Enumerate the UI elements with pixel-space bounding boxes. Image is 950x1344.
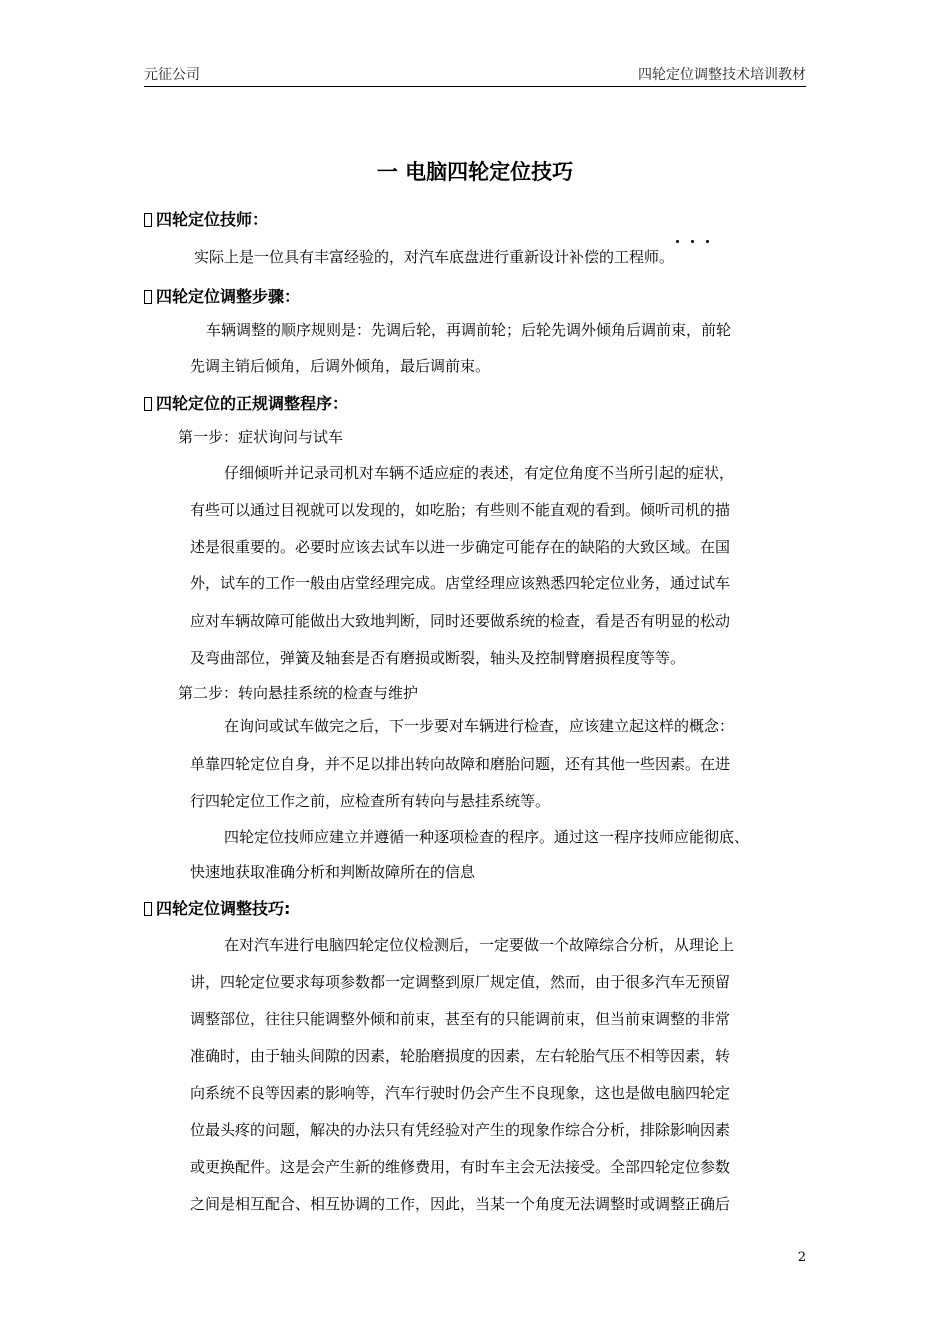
- paragraph-line: 在询问或试车做完之后，下一步要对车辆进行检查，应该建立起这样的概念：: [224, 717, 735, 735]
- paragraph-line: 行四轮定位工作之前，应检查所有转向与悬挂系统等。: [190, 792, 551, 810]
- paragraph-line: 实际上是一位具有丰富经验的，对汽车底盘进行重新设计补偿的工程师。: [194, 248, 675, 266]
- page-title: 一 电脑四轮定位技巧: [376, 160, 574, 184]
- section-heading-steps: 四轮定位调整步骤：: [144, 284, 300, 307]
- paragraph-line: 单靠四轮定位自身，并不足以排出转向故障和磨胎问题，还有其他一些因素。在进: [190, 755, 731, 773]
- paragraph-line: 及弯曲部位，弹簧及轴套是否有磨损或断裂，轴头及控制臂磨损程度等等。: [190, 649, 686, 667]
- checkbox-bullet-icon: [144, 902, 152, 916]
- section-heading-techniques: 四轮定位调整技巧:: [144, 896, 290, 919]
- paragraph-line: 向系统不良等因素的影响等，汽车行驶时仍会产生不良现象，这也是做电脑四轮定: [190, 1084, 731, 1102]
- paragraph-line: 先调主销后倾角，后调外倾角，最后调前束。: [190, 357, 491, 375]
- paragraph-line: 或更换配件。这是会产生新的维修费用，有时车主会无法接受。全部四轮定位参数: [190, 1158, 731, 1176]
- header-doc-title: 四轮定位调整技术培训教材: [638, 67, 806, 83]
- paragraph-line: 快速地获取准确分析和判断故障所在的信息: [190, 863, 476, 881]
- paragraph-line: 在对汽车进行电脑四轮定位仪检测后，一定要做一个故障综合分析，从理论上: [224, 936, 735, 954]
- paragraph-line: 述是很重要的。必要时应该去试车以进一步确定可能存在的缺陷的大致区域。在国: [190, 538, 731, 556]
- checkbox-bullet-icon: [144, 213, 152, 227]
- paragraph-line: 应对车辆故障可能做出大致地判断，同时还要做系统的检查，看是否有明显的松动: [190, 612, 731, 630]
- section-heading-technician: 四轮定位技师：: [144, 207, 268, 230]
- paragraph-line: 讲，四轮定位要求每项参数都一定调整到原厂规定值，然而，由于很多汽车无预留: [190, 973, 731, 991]
- paragraph-line: 外，试车的工作一般由店堂经理完成。店堂经理应该熟悉四轮定位业务，通过试车: [190, 574, 731, 592]
- checkbox-bullet-icon: [144, 397, 152, 411]
- paragraph-line: 车辆调整的顺序规则是：先调后轮，再调前轮；后轮先调外倾角后调前束，前轮: [206, 321, 732, 339]
- step-label: 第二步：转向悬挂系统的检查与维护: [178, 684, 419, 702]
- emphasis-dot: [676, 240, 679, 243]
- header-company: 元征公司: [144, 67, 200, 83]
- paragraph-line: 位最头疼的问题，解决的办法只有凭经验对产生的现象作综合分析，排除影响因素: [190, 1121, 731, 1139]
- step-label: 第一步：症状询问与试车: [178, 428, 344, 446]
- page-number: 2: [797, 1250, 806, 1265]
- paragraph-line: 之间是相互配合、相互协调的工作，因此，当某一个角度无法调整时或调整正确后: [190, 1195, 731, 1213]
- header-rule: [144, 86, 806, 87]
- emphasis-dot: [691, 240, 694, 243]
- paragraph-line: 准确时，由于轴头间隙的因素，轮胎磨损度的因素，左右轮胎气压不相等因素，转: [190, 1047, 731, 1065]
- emphasis-dot: [706, 240, 709, 243]
- checkbox-bullet-icon: [144, 290, 152, 304]
- paragraph-line: 四轮定位技师应建立并遵循一种逐项检查的程序。通过这一程序技师应能彻底、: [224, 828, 750, 846]
- section-heading-procedure: 四轮定位的正规调整程序：: [144, 391, 348, 414]
- paragraph-line: 调整部位，往往只能调整外倾和前束，甚至有的只能调前束，但当前束调整的非常: [190, 1010, 731, 1028]
- paragraph-line: 仔细倾听并记录司机对车辆不适应症的表述，有定位角度不当所引起的症状，: [224, 464, 735, 482]
- paragraph-line: 有些可以通过目视就可以发现的，如吃胎；有些则不能直观的看到。倾听司机的描: [190, 501, 731, 519]
